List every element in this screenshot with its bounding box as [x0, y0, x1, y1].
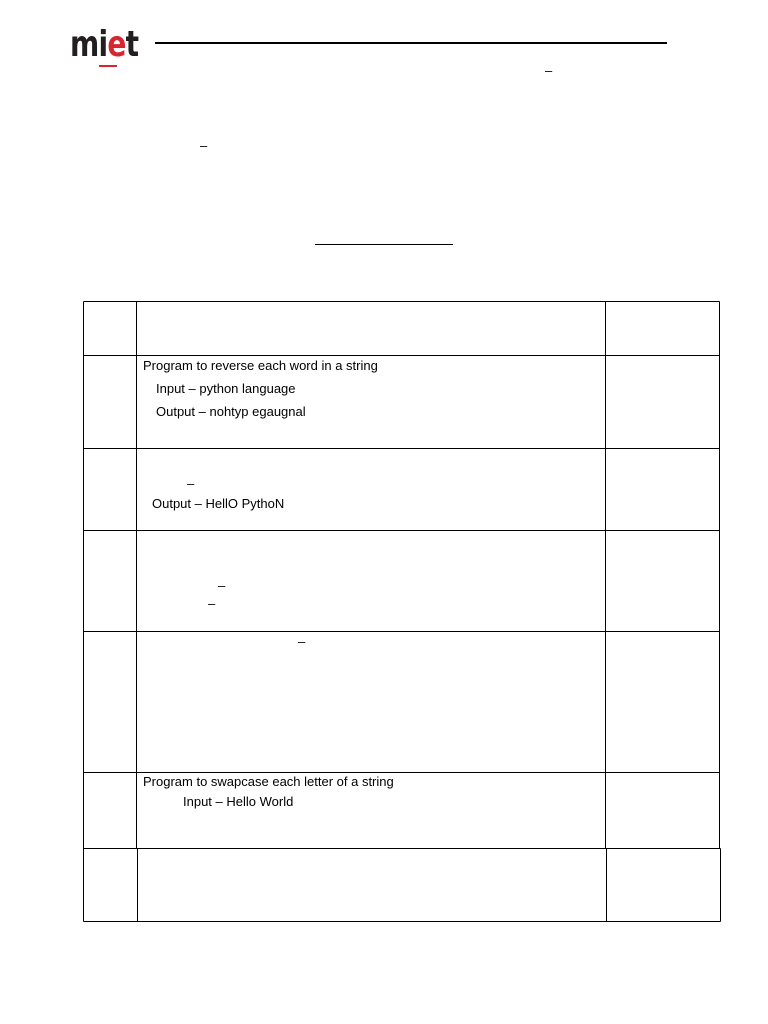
row-1-line-3: Output – nohtyp egaugnal: [156, 404, 306, 419]
logo-underline: [99, 65, 117, 67]
row-1-line-2: Input – python language: [156, 381, 296, 396]
title-blank-rule: [315, 244, 453, 245]
miet-logo: [70, 24, 139, 69]
header-rule: [155, 42, 667, 44]
logo-text-t: t: [125, 24, 139, 65]
header-dash-2: –: [200, 138, 208, 153]
row-5-line-2: Input – Hello World: [183, 794, 294, 809]
row-1-line-1: Program to reverse each word in a string: [143, 358, 378, 373]
logo-wordmark: [70, 24, 139, 65]
row-2-line-2: Output – HellO PythoN: [152, 496, 285, 511]
row-3-line-2: –: [208, 596, 216, 611]
header-dash-1: –: [545, 63, 553, 78]
logo-text-mi: mi: [70, 24, 108, 65]
row-5-line-1: Program to swapcase each letter of a string: [143, 774, 394, 789]
row-2-line-1: –: [187, 476, 195, 491]
row-3-line-1: –: [218, 578, 226, 593]
logo-text-e: e: [107, 24, 126, 65]
row-4-line-1: –: [298, 634, 306, 649]
